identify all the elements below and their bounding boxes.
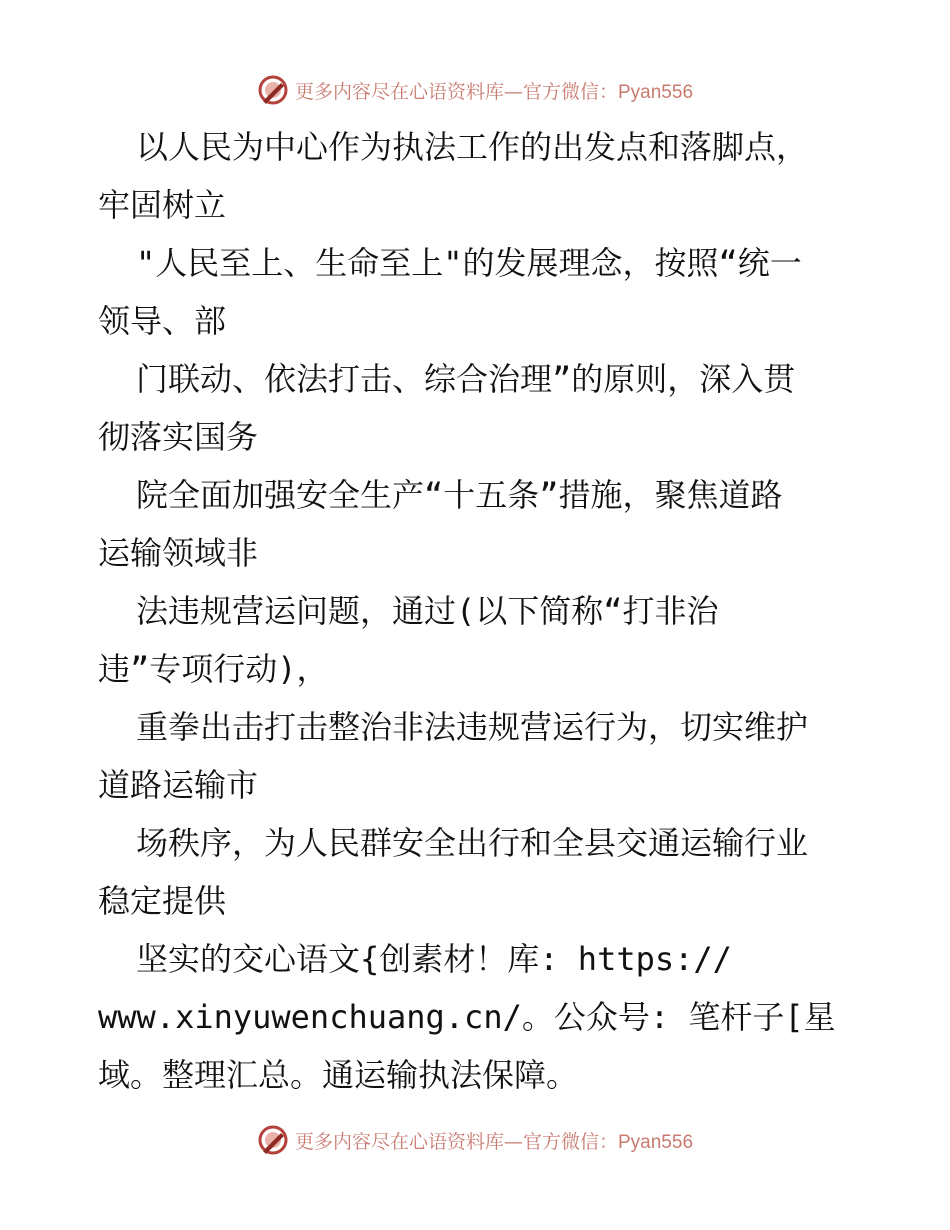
body-line: 违”专项行动)， bbox=[98, 650, 329, 688]
header-banner bbox=[0, 70, 950, 110]
body-line: 域。整理汇总。通运输执法保障。 bbox=[98, 1056, 579, 1094]
body-line: 稳定提供 bbox=[98, 882, 227, 920]
body-line: 重拳出击打击整治非法违规营运行为，切实维护 bbox=[136, 708, 809, 746]
banner-wechat-label: 官方微信： bbox=[522, 80, 618, 103]
banner-title: 更多内容尽在心语资料库 bbox=[294, 1130, 504, 1153]
banner-text bbox=[295, 77, 693, 104]
banner-text bbox=[295, 1127, 693, 1154]
document-body bbox=[98, 118, 858, 1104]
pen-seal-logo-icon bbox=[257, 1124, 289, 1156]
pen-seal-logo-icon bbox=[257, 74, 289, 106]
footer-banner bbox=[0, 1120, 950, 1160]
body-line: 坚实的交心语文{创素材！库: https:// bbox=[136, 940, 732, 978]
body-line: 法违规营运问题，通过(以下简称“打非治 bbox=[136, 592, 719, 630]
body-line: 道路运输市 bbox=[98, 766, 259, 804]
body-line: 牢固树立 bbox=[98, 186, 227, 224]
banner-separator: — bbox=[503, 80, 523, 103]
banner-separator: — bbox=[503, 1130, 523, 1153]
body-line: 领导、部 bbox=[98, 302, 227, 340]
body-line: "人民至上、生命至上"的发展理念，按照“统一 bbox=[136, 244, 802, 282]
banner-wechat-handle: Pyan556 bbox=[618, 1131, 694, 1153]
banner-wechat-label: 官方微信： bbox=[522, 1130, 618, 1153]
banner-title: 更多内容尽在心语资料库 bbox=[294, 80, 504, 103]
banner-wechat-handle: Pyan556 bbox=[618, 81, 694, 103]
body-line: 场秩序，为人民群安全出行和全县交通运输行业 bbox=[136, 824, 809, 862]
body-line: 运输领域非 bbox=[98, 534, 259, 572]
body-line: 彻落实国务 bbox=[98, 418, 259, 456]
body-line: www.xinyuwenchuang.cn/。公众号: 笔杆子[星 bbox=[98, 998, 836, 1036]
body-line: 院全面加强安全生产“十五条”措施，聚焦道路 bbox=[136, 476, 783, 514]
body-line: 以人民为中心作为执法工作的出发点和落脚点， bbox=[136, 128, 809, 166]
body-line: 门联动、依法打击、综合治理”的原则，深入贯 bbox=[136, 360, 796, 398]
